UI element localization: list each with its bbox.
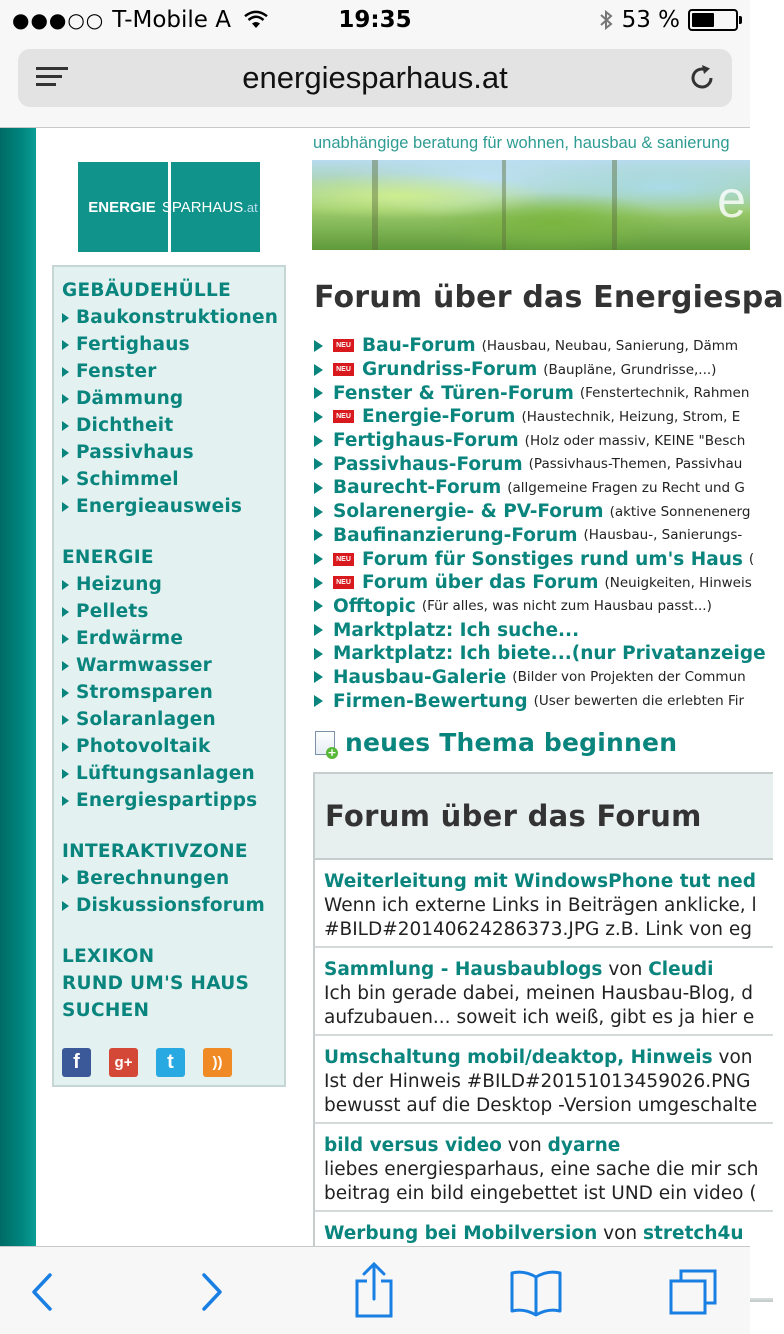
forum-name[interactable]: Marktplatz: Ich suche... — [333, 619, 580, 641]
sidebar-item-label: Fenster — [76, 361, 157, 382]
by-label: von — [608, 959, 643, 980]
topic-excerpt: beitrag ein bild eingebettet ist UND ein video ( — [324, 1182, 757, 1204]
topic-excerpt: liebes energiesparhaus, eine sache die mir sch — [324, 1159, 759, 1180]
topic-excerpt: aufzubauen... soweit ich weiß, gibt es ja hier e — [324, 1006, 755, 1028]
topic-excerpt: Ist der Hinweis #BILD#20151013459026.PNG — [324, 1071, 751, 1092]
bullet-arrow-icon — [314, 577, 323, 589]
status-bar — [0, 0, 750, 40]
forward-icon[interactable] — [186, 1267, 236, 1317]
sidebar-item[interactable] — [62, 865, 284, 892]
forum-link[interactable] — [314, 547, 755, 571]
forum-name[interactable]: Bau-Forum — [362, 335, 476, 357]
page-title: Forum über das Energiespa — [314, 280, 784, 315]
share-icon[interactable] — [349, 1261, 399, 1319]
forum-name[interactable]: Firmen-Bewertung — [333, 690, 528, 712]
sidebar-item-label: Dichtheit — [76, 415, 174, 436]
topic-row[interactable] — [315, 860, 773, 948]
bullet-arrow-icon — [62, 394, 69, 404]
status-right — [598, 7, 738, 33]
sidebar-item[interactable] — [62, 493, 284, 520]
google-plus-icon[interactable]: g+ — [109, 1048, 138, 1077]
new-badge: NEU — [333, 553, 354, 566]
forum-name[interactable]: Marktplatz: Ich biete...(nur Privatanzeige — [333, 643, 766, 665]
sidebar-item-label: Lüftungsanlagen — [76, 763, 255, 784]
forum-description: (Für alles, was nicht zum Hausbau passt...) — [421, 598, 712, 615]
nav-link[interactable]: RUND UM'S HAUS — [62, 973, 250, 994]
new-badge: NEU — [333, 410, 354, 423]
new-document-icon — [315, 731, 335, 755]
sidebar-item[interactable] — [62, 679, 284, 706]
site-tagline: unabhängige beratung für wohnen, hausbau & sanierung — [313, 134, 730, 152]
bluetooth-icon — [598, 8, 614, 32]
bullet-arrow-icon — [62, 742, 69, 752]
header-banner-image — [312, 160, 750, 250]
battery-percent: 53 % — [621, 7, 680, 33]
nav-heading[interactable]: ENERGIE — [62, 547, 154, 568]
site-logo[interactable] — [78, 162, 260, 252]
battery-icon — [688, 9, 738, 31]
forum-link[interactable] — [314, 476, 750, 500]
nav-link[interactable]: LEXIKON — [62, 946, 155, 967]
forum-description: (Hausbau-, Sanierungs- — [583, 527, 743, 544]
forum-description: (Haustechnik, Heizung, Strom, E — [521, 408, 741, 425]
sidebar-item[interactable] — [62, 385, 284, 412]
forum-description: ( — [748, 551, 755, 568]
forum-description: (User bewerten die erlebten Fir — [533, 693, 745, 710]
browser-toolbar — [0, 1246, 750, 1334]
bullet-arrow-icon — [62, 661, 69, 671]
forum-link[interactable] — [314, 334, 750, 358]
tabs-icon[interactable] — [667, 1267, 721, 1317]
sidebar-item-label: Pellets — [76, 601, 149, 622]
bullet-arrow-icon — [62, 367, 69, 377]
bullet-arrow-icon — [314, 411, 323, 423]
bullet-arrow-icon — [62, 340, 69, 350]
sidebar-item-label: Solaranlagen — [76, 709, 216, 730]
new-badge: NEU — [333, 339, 354, 352]
sidebar-item[interactable] — [62, 304, 284, 331]
topic-excerpt: Wenn ich externe Links in Beiträgen anklicke, l — [324, 895, 757, 916]
sidebar-item[interactable] — [62, 652, 284, 679]
forum-link[interactable] — [314, 689, 750, 713]
forum-description: (Holz oder massiv, KEINE "Besch — [524, 432, 746, 449]
forum-description: (Passivhaus-Themen, Passivhau — [528, 456, 743, 473]
new-badge: NEU — [333, 363, 354, 376]
sidebar-item-label: Energiespartipps — [76, 790, 258, 811]
forum-description: (Hausbau, Neubau, Sanierung, Dämm — [481, 337, 739, 354]
forum-name[interactable]: Solarenergie- & PV-Forum — [333, 501, 604, 523]
sidebar-item-label: Warmwasser — [76, 655, 212, 676]
bullet-arrow-icon — [314, 624, 323, 636]
new-topic-label: neues Thema beginnen — [345, 728, 678, 757]
forum-name[interactable]: Forum für Sonstiges rund um's Haus — [362, 548, 743, 570]
bullet-arrow-icon — [62, 607, 69, 617]
forum-link[interactable] — [314, 358, 750, 382]
sidebar-item[interactable] — [62, 571, 284, 598]
browser-header — [0, 40, 750, 128]
sidebar-item[interactable] — [62, 760, 284, 787]
sidebar-item-label: Photovoltaik — [76, 736, 211, 757]
topic-table — [313, 772, 773, 1302]
forum-link[interactable] — [314, 405, 750, 429]
bookmarks-icon[interactable] — [508, 1267, 564, 1317]
forum-link[interactable] — [314, 524, 750, 548]
bullet-arrow-icon — [314, 387, 323, 399]
bullet-arrow-icon — [62, 421, 69, 431]
bullet-arrow-icon — [314, 435, 323, 447]
topic-author[interactable]: Cleudi — [648, 959, 714, 980]
bullet-arrow-icon — [62, 796, 69, 806]
sidebar-item[interactable] — [62, 358, 284, 385]
by-label: von — [507, 1135, 542, 1156]
social-links — [62, 1048, 284, 1077]
nav-heading[interactable]: GEBÄUDEHÜLLE — [62, 280, 232, 301]
bullet-arrow-icon — [62, 502, 69, 512]
forum-name[interactable]: Forum über das Forum — [362, 572, 599, 594]
sidebar-item[interactable] — [62, 331, 284, 358]
forum-link[interactable] — [314, 500, 750, 524]
sidebar-item-label: Heizung — [76, 574, 163, 595]
nav-link[interactable]: SUCHEN — [62, 1000, 150, 1021]
forum-link[interactable] — [314, 429, 750, 453]
bullet-arrow-icon — [314, 482, 323, 494]
bullet-arrow-icon — [62, 475, 69, 485]
by-label: von — [603, 1223, 638, 1244]
sidebar-item-label: Passivhaus — [76, 442, 194, 463]
bullet-arrow-icon — [314, 529, 323, 541]
topic-author[interactable]: stretch4u — [643, 1223, 744, 1244]
forum-name[interactable]: Fertighaus-Forum — [333, 430, 519, 452]
carrier-name: T-Mobile A — [112, 7, 231, 33]
bullet-arrow-icon — [314, 648, 323, 660]
sidebar-item[interactable] — [62, 598, 284, 625]
forum-name[interactable]: Fenster & Türen-Forum — [333, 382, 574, 404]
topic-excerpt: #BILD#20140624286373.JPG z.B. Link von eg — [324, 918, 753, 940]
forum-list — [314, 334, 766, 713]
signal-strength: ●●●○○ — [12, 8, 105, 32]
forum-name[interactable]: Energie-Forum — [362, 406, 516, 428]
sidebar-item-label: Erdwärme — [76, 628, 184, 649]
forum-description: (Fenstertechnik, Rahmen — [579, 385, 750, 402]
sidebar-item-label: Energieausweis — [76, 496, 243, 517]
forum-link[interactable] — [314, 452, 750, 476]
sidebar-item[interactable] — [62, 787, 284, 814]
facebook-icon[interactable]: f — [62, 1048, 91, 1077]
bullet-arrow-icon — [314, 553, 323, 565]
topic-title[interactable]: Sammlung - Hausbaublogs — [324, 959, 603, 980]
nav-heading[interactable]: INTERAKTIVZONE — [62, 841, 248, 862]
bullet-arrow-icon — [62, 313, 69, 323]
topic-title[interactable]: Umschaltung mobil/deaktop, Hinweis — [324, 1047, 713, 1068]
bullet-arrow-icon — [314, 506, 323, 518]
back-icon[interactable] — [18, 1267, 68, 1317]
sidebar-item-label: Diskussionsforum — [76, 895, 265, 916]
bullet-arrow-icon — [62, 715, 69, 725]
sidebar-item[interactable] — [62, 892, 284, 919]
topic-title[interactable]: bild versus video — [324, 1135, 502, 1156]
bullet-arrow-icon — [62, 874, 69, 884]
reload-icon[interactable] — [686, 62, 718, 94]
forum-description: (Baupläne, Grundrisse,...) — [543, 361, 717, 378]
sidebar-nav — [52, 265, 286, 1087]
sidebar-item-label: Stromsparen — [76, 682, 214, 703]
bullet-arrow-icon — [62, 580, 69, 590]
bullet-arrow-icon — [62, 901, 69, 911]
forum-description: (Bilder von Projekten der Commun — [512, 669, 746, 686]
topic-row[interactable] — [315, 1036, 773, 1124]
forum-link[interactable] — [314, 618, 750, 642]
forum-name[interactable]: Offtopic — [333, 595, 416, 617]
sidebar-item-label: Berechnungen — [76, 868, 230, 889]
web-page — [0, 128, 784, 1246]
forum-link[interactable] — [314, 666, 750, 690]
bullet-arrow-icon — [314, 340, 323, 352]
forum-name[interactable]: Passivhaus-Forum — [333, 453, 523, 475]
forum-description: (aktive Sonnenenerg — [609, 503, 751, 520]
sidebar-item-label: Fertighaus — [76, 334, 190, 355]
bullet-arrow-icon — [62, 769, 69, 779]
forum-name[interactable]: Baufinanzierung-Forum — [333, 524, 578, 546]
sidebar-item[interactable] — [62, 625, 284, 652]
bullet-arrow-icon — [314, 600, 323, 612]
forum-link[interactable] — [314, 571, 750, 595]
bullet-arrow-icon — [314, 695, 323, 707]
forum-link[interactable] — [314, 642, 766, 666]
bullet-arrow-icon — [314, 671, 323, 683]
bullet-arrow-icon — [314, 458, 323, 470]
topic-title[interactable]: Weiterleitung mit WindowsPhone tut ned — [324, 871, 756, 892]
sidebar-item[interactable] — [62, 733, 284, 760]
rss-icon[interactable]: )) — [203, 1048, 232, 1077]
by-label: von — [718, 1047, 753, 1068]
sidebar-item[interactable] — [62, 412, 284, 439]
battery-level — [692, 13, 714, 27]
sidebar-item-label: Dämmung — [76, 388, 184, 409]
sidebar-item[interactable] — [62, 466, 284, 493]
address-bar[interactable] — [18, 49, 732, 107]
clock: 19:35 — [338, 7, 412, 33]
forum-description: (Neuigkeiten, Hinweis — [604, 574, 752, 591]
forum-description: (allgemeine Fragen zu Recht und G — [507, 479, 745, 496]
topic-list — [315, 860, 773, 1300]
bullet-arrow-icon — [314, 364, 323, 376]
forum-link[interactable] — [314, 595, 750, 619]
banner-logo-letter: e — [717, 171, 746, 229]
logo-text: ENERGIE SPARHAUS.at — [88, 198, 258, 216]
forum-link[interactable] — [314, 381, 750, 405]
twitter-icon[interactable]: t — [156, 1048, 185, 1077]
sidebar-item[interactable] — [62, 439, 284, 466]
topic-title[interactable]: Werbung bei Mobilversion — [324, 1223, 598, 1244]
topic-row[interactable] — [315, 1124, 773, 1212]
left-decor-stripe — [0, 128, 36, 1246]
bullet-arrow-icon — [62, 448, 69, 458]
topic-author[interactable]: dyarne — [547, 1135, 621, 1156]
new-badge: NEU — [333, 576, 354, 589]
forum-name[interactable]: Hausbau-Galerie — [333, 666, 507, 688]
new-topic-button[interactable] — [315, 728, 677, 757]
bullet-arrow-icon — [62, 688, 69, 698]
topic-table-header: Forum über das Forum — [315, 774, 773, 860]
topic-excerpt: bewusst auf die Desktop -Version umgeschalte — [324, 1094, 758, 1116]
topic-row[interactable] — [315, 948, 773, 1036]
sidebar-item-label: Baukonstruktionen — [76, 307, 279, 328]
forum-name[interactable]: Grundriss-Forum — [362, 359, 538, 381]
forum-name[interactable]: Baurecht-Forum — [333, 477, 502, 499]
topic-excerpt: Ich bin gerade dabei, meinen Hausbau-Blog, d — [324, 983, 753, 1004]
sidebar-item-label: Schimmel — [76, 469, 179, 490]
sidebar-item[interactable] — [62, 706, 284, 733]
url-text[interactable]: energiesparhaus.at — [242, 60, 508, 95]
bullet-arrow-icon — [62, 634, 69, 644]
